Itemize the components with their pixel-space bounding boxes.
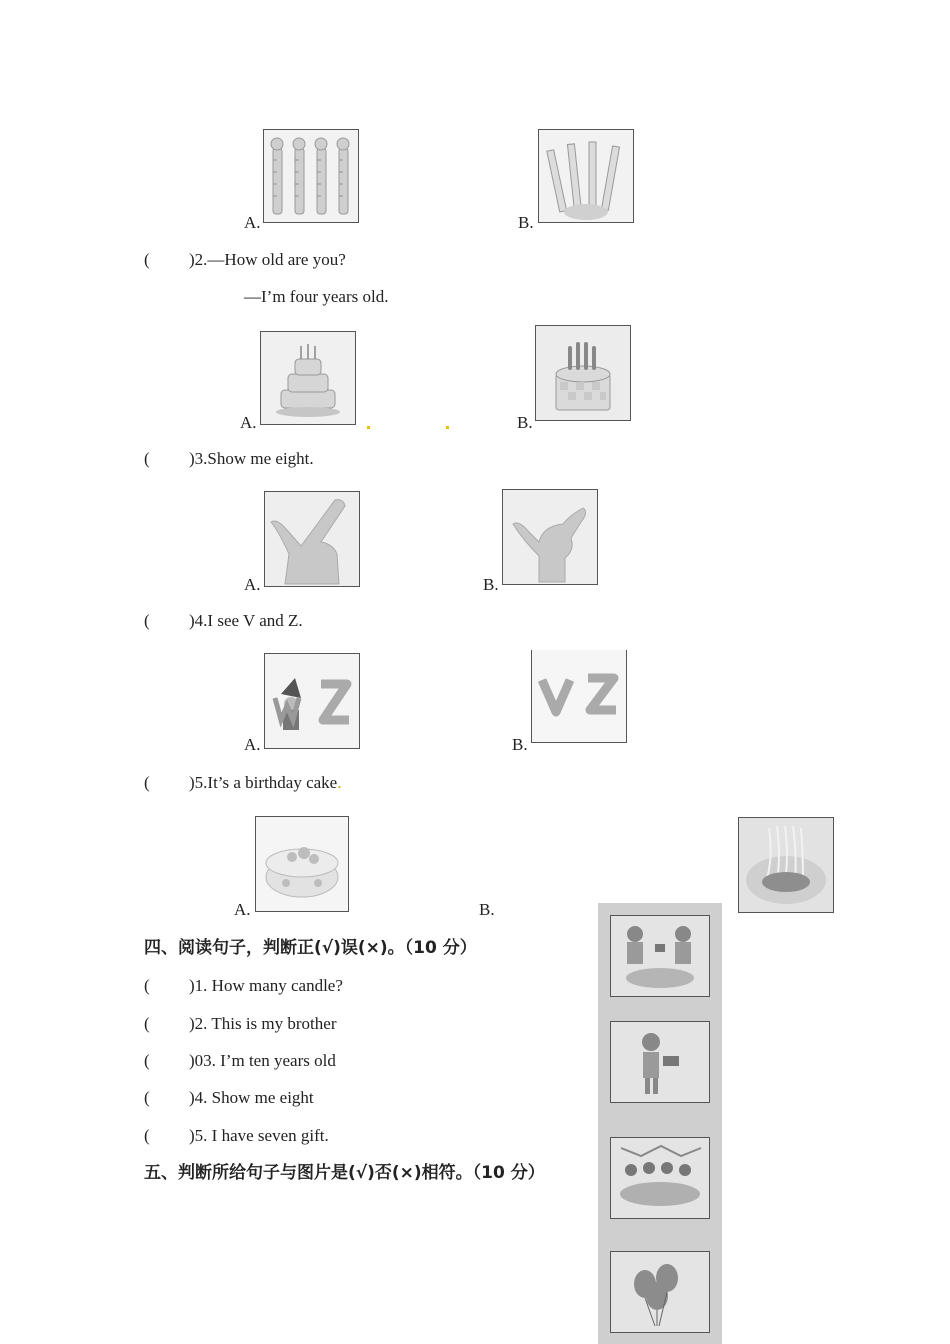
balloons-icon [611, 1252, 709, 1332]
q2-option-b-image [535, 325, 631, 421]
photo-frame-2 [610, 1021, 710, 1103]
letters-w-z-icon [265, 654, 359, 748]
photo-frame-1 [610, 915, 710, 997]
section4-item-2-paren: ( [144, 1014, 150, 1033]
party-table-icon [611, 1138, 709, 1218]
scanned-picture-strip [598, 903, 722, 1344]
section4-item-1-paren: ( [144, 976, 150, 995]
q5-prompt-period: . [337, 773, 342, 792]
hand-gesture-six-icon [503, 490, 597, 584]
photo-frame-3 [610, 1137, 710, 1219]
section4-title: 四、阅读句子，判断正(√)误(×)。（10 分） [144, 938, 477, 958]
q5-option-b-image [738, 817, 834, 913]
q2-option-a-label: A. [240, 413, 257, 432]
q1-option-a-label: A. [244, 213, 261, 232]
hand-gesture-eight-icon [265, 492, 359, 586]
q4-prompt: )4.I see V and Z. [189, 611, 303, 630]
section4-item-3-text: )03. I’m ten years old [189, 1051, 336, 1070]
q1-option-a-image [263, 129, 359, 223]
q2-prompt: )2.—How old are you? [189, 250, 346, 269]
boy-with-cake-icon [611, 1022, 709, 1102]
q5-prompt-text: )5.It’s a birthday cake [189, 773, 338, 792]
section4-item-4-text: )4. Show me eight [189, 1088, 314, 1107]
q4-option-a-label: A. [244, 735, 261, 754]
noodles-bowl-icon [739, 818, 833, 912]
animal-pencils-icon [539, 130, 633, 222]
q3-option-b-label: B. [483, 575, 499, 594]
q5-prompt [189, 773, 341, 793]
q2-option-a-image [260, 331, 356, 425]
cake-icon [256, 817, 348, 911]
decor-dot [367, 426, 370, 429]
gift-exchange-icon [611, 916, 709, 996]
q3-prompt: )3.Show me eight. [189, 449, 314, 468]
q5-option-a-image [255, 816, 349, 912]
q4-paren: ( [144, 611, 150, 630]
letters-v-z-icon [532, 650, 626, 742]
q3-option-a-image [264, 491, 360, 587]
q4-option-b-label: B. [512, 735, 528, 754]
birthday-cake-candles-icon [536, 326, 630, 420]
photo-frame-4 [610, 1251, 710, 1333]
section5-title: 五、判断所给句子与图片是(√)否(×)相符。（10 分） [144, 1163, 545, 1183]
section4-item-2-text: )2. This is my brother [189, 1014, 337, 1033]
q2-paren: ( [144, 250, 150, 269]
q5-option-a-label: A. [234, 900, 251, 919]
section4-item-5-text: )5. I have seven gift. [189, 1126, 329, 1145]
q4-option-b-image [531, 650, 627, 743]
decor-dot [446, 426, 449, 429]
q3-option-a-label: A. [244, 575, 261, 594]
q3-paren: ( [144, 449, 150, 468]
birthday-cake-icon [261, 332, 355, 424]
q5-option-b-label: B. [479, 900, 495, 919]
q5-paren: ( [144, 773, 150, 792]
section4-item-3-paren: ( [144, 1051, 150, 1070]
animal-rulers-icon [264, 130, 358, 222]
q4-option-a-image [264, 653, 360, 749]
q1-option-b-image [538, 129, 634, 223]
q3-option-b-image [502, 489, 598, 585]
q2-answer: —I’m four years old. [244, 287, 389, 306]
section4-item-1-text: )1. How many candle? [189, 976, 343, 995]
section4-item-4-paren: ( [144, 1088, 150, 1107]
q1-option-b-label: B. [518, 213, 534, 232]
q2-option-b-label: B. [517, 413, 533, 432]
section4-item-5-paren: ( [144, 1126, 150, 1145]
